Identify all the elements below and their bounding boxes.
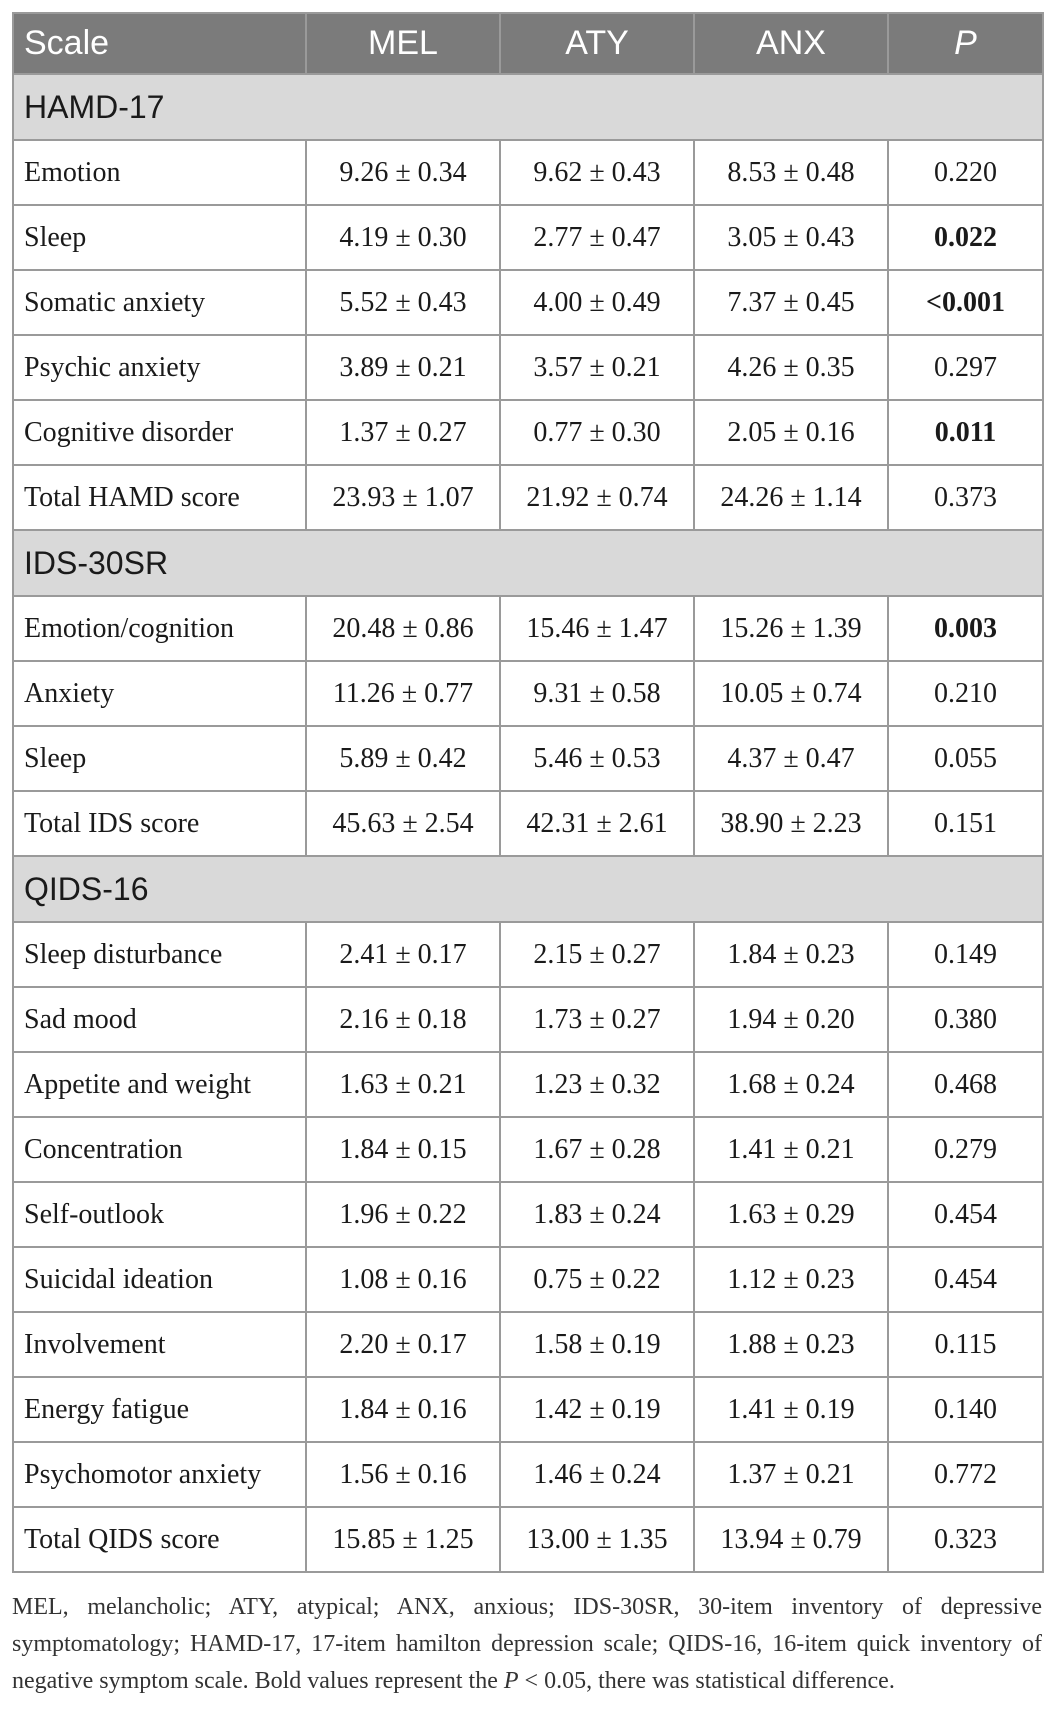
- cell-aty: 21.92 ± 0.74: [500, 465, 694, 530]
- cell-aty: 4.00 ± 0.49: [500, 270, 694, 335]
- row-label: Cognitive disorder: [13, 400, 306, 465]
- row-label: Emotion: [13, 140, 306, 205]
- footnote-p-symbol: P: [503, 1668, 519, 1694]
- table-row: [13, 1377, 1043, 1442]
- row-label: Sad mood: [13, 987, 306, 1052]
- cell-aty: 1.73 ± 0.27: [500, 987, 694, 1052]
- row-label: Total QIDS score: [13, 1507, 306, 1572]
- cell-mel: 5.89 ± 0.42: [306, 726, 500, 791]
- cell-aty: 2.77 ± 0.47: [500, 205, 694, 270]
- section-row: [13, 856, 1043, 922]
- cell-aty: 5.46 ± 0.53: [500, 726, 694, 791]
- cell-p-value: 0.210: [888, 661, 1043, 726]
- cell-aty: 13.00 ± 1.35: [500, 1507, 694, 1572]
- cell-mel: 4.19 ± 0.30: [306, 205, 500, 270]
- table-row: [13, 726, 1043, 791]
- cell-anx: 1.37 ± 0.21: [694, 1442, 888, 1507]
- table-row: [13, 1117, 1043, 1182]
- row-label: Appetite and weight: [13, 1052, 306, 1117]
- cell-mel: 1.37 ± 0.27: [306, 400, 500, 465]
- cell-aty: 9.62 ± 0.43: [500, 140, 694, 205]
- cell-aty: 1.46 ± 0.24: [500, 1442, 694, 1507]
- cell-mel: 45.63 ± 2.54: [306, 791, 500, 856]
- row-label: Sleep: [13, 726, 306, 791]
- cell-anx: 2.05 ± 0.16: [694, 400, 888, 465]
- section-title: HAMD-17: [13, 74, 1043, 140]
- cell-p-value: <0.001: [888, 270, 1043, 335]
- cell-anx: 1.88 ± 0.23: [694, 1312, 888, 1377]
- cell-mel: 3.89 ± 0.21: [306, 335, 500, 400]
- table-row: [13, 465, 1043, 530]
- cell-aty: 2.15 ± 0.27: [500, 922, 694, 987]
- table-row: [13, 335, 1043, 400]
- cell-aty: 0.77 ± 0.30: [500, 400, 694, 465]
- table-row: [13, 596, 1043, 661]
- cell-mel: 2.20 ± 0.17: [306, 1312, 500, 1377]
- cell-aty: 1.42 ± 0.19: [500, 1377, 694, 1442]
- cell-anx: 10.05 ± 0.74: [694, 661, 888, 726]
- cell-anx: 1.94 ± 0.20: [694, 987, 888, 1052]
- section-row: [13, 530, 1043, 596]
- row-label: Somatic anxiety: [13, 270, 306, 335]
- cell-aty: 1.67 ± 0.28: [500, 1117, 694, 1182]
- cell-anx: 1.41 ± 0.21: [694, 1117, 888, 1182]
- cell-aty: 9.31 ± 0.58: [500, 661, 694, 726]
- cell-aty: 1.23 ± 0.32: [500, 1052, 694, 1117]
- cell-aty: 0.75 ± 0.22: [500, 1247, 694, 1312]
- row-label: Psychic anxiety: [13, 335, 306, 400]
- cell-anx: 1.68 ± 0.24: [694, 1052, 888, 1117]
- table-row: [13, 1442, 1043, 1507]
- table-row: [13, 922, 1043, 987]
- table-row: [13, 1507, 1043, 1572]
- cell-p-value: 0.297: [888, 335, 1043, 400]
- table-row: [13, 1182, 1043, 1247]
- cell-p-value: 0.115: [888, 1312, 1043, 1377]
- cell-aty: 1.83 ± 0.24: [500, 1182, 694, 1247]
- cell-anx: 1.84 ± 0.23: [694, 922, 888, 987]
- cell-mel: 2.41 ± 0.17: [306, 922, 500, 987]
- row-label: Energy fatigue: [13, 1377, 306, 1442]
- row-label: Involvement: [13, 1312, 306, 1377]
- cell-mel: 1.56 ± 0.16: [306, 1442, 500, 1507]
- cell-anx: 7.37 ± 0.45: [694, 270, 888, 335]
- table-row: [13, 661, 1043, 726]
- row-label: Suicidal ideation: [13, 1247, 306, 1312]
- cell-mel: 1.84 ± 0.16: [306, 1377, 500, 1442]
- footnote-text-end: < 0.05, there was statistical difference.: [518, 1668, 895, 1694]
- cell-p-value: 0.151: [888, 791, 1043, 856]
- cell-aty: 3.57 ± 0.21: [500, 335, 694, 400]
- section-title: QIDS-16: [13, 856, 1043, 922]
- cell-p-value: 0.220: [888, 140, 1043, 205]
- table-row: [13, 987, 1043, 1052]
- table-row: [13, 140, 1043, 205]
- cell-mel: 20.48 ± 0.86: [306, 596, 500, 661]
- cell-p-value: 0.454: [888, 1182, 1043, 1247]
- cell-anx: 24.26 ± 1.14: [694, 465, 888, 530]
- footnote-text: MEL, melancholic; ATY, atypical; ANX, anxious; IDS-30SR, 30-item inventory of depressive symptomatology; HAMD-17, 17-item hamilton depression scale; QIDS-16, 16-item quick inventory of negative symptom scale. Bold values represent the: [12, 1594, 1042, 1694]
- cell-mel: 23.93 ± 1.07: [306, 465, 500, 530]
- cell-anx: 38.90 ± 2.23: [694, 791, 888, 856]
- row-label: Psychomotor anxiety: [13, 1442, 306, 1507]
- cell-anx: 1.12 ± 0.23: [694, 1247, 888, 1312]
- cell-aty: 42.31 ± 2.61: [500, 791, 694, 856]
- cell-anx: 8.53 ± 0.48: [694, 140, 888, 205]
- cell-mel: 11.26 ± 0.77: [306, 661, 500, 726]
- cell-mel: 15.85 ± 1.25: [306, 1507, 500, 1572]
- cell-p-value: 0.772: [888, 1442, 1043, 1507]
- cell-p-value: 0.454: [888, 1247, 1043, 1312]
- cell-p-value: 0.003: [888, 596, 1043, 661]
- row-label: Total HAMD score: [13, 465, 306, 530]
- cell-aty: 15.46 ± 1.47: [500, 596, 694, 661]
- results-table: [12, 12, 1044, 1573]
- cell-p-value: 0.149: [888, 922, 1043, 987]
- table-row: [13, 205, 1043, 270]
- table-row: [13, 1312, 1043, 1377]
- row-label: Concentration: [13, 1117, 306, 1182]
- table-row: [13, 791, 1043, 856]
- table-footnote: [12, 1589, 1042, 1700]
- cell-mel: 1.63 ± 0.21: [306, 1052, 500, 1117]
- cell-p-value: 0.055: [888, 726, 1043, 791]
- cell-aty: 1.58 ± 0.19: [500, 1312, 694, 1377]
- section-row: [13, 74, 1043, 140]
- cell-p-value: 0.323: [888, 1507, 1043, 1572]
- row-label: Anxiety: [13, 661, 306, 726]
- table-row: [13, 1052, 1043, 1117]
- row-label: Emotion/cognition: [13, 596, 306, 661]
- table-row: [13, 400, 1043, 465]
- section-title: IDS-30SR: [13, 530, 1043, 596]
- cell-mel: 9.26 ± 0.34: [306, 140, 500, 205]
- cell-p-value: 0.022: [888, 205, 1043, 270]
- cell-mel: 5.52 ± 0.43: [306, 270, 500, 335]
- row-label: Total IDS score: [13, 791, 306, 856]
- header-row: [13, 13, 1043, 74]
- cell-mel: 2.16 ± 0.18: [306, 987, 500, 1052]
- table-row: [13, 1247, 1043, 1312]
- header-anx: ANX: [694, 13, 888, 74]
- row-label: Sleep disturbance: [13, 922, 306, 987]
- table-container: [12, 12, 1042, 1700]
- cell-anx: 1.41 ± 0.19: [694, 1377, 888, 1442]
- cell-p-value: 0.380: [888, 987, 1043, 1052]
- cell-mel: 1.84 ± 0.15: [306, 1117, 500, 1182]
- cell-mel: 1.96 ± 0.22: [306, 1182, 500, 1247]
- cell-p-value: 0.140: [888, 1377, 1043, 1442]
- cell-anx: 1.63 ± 0.29: [694, 1182, 888, 1247]
- cell-p-value: 0.279: [888, 1117, 1043, 1182]
- row-label: Sleep: [13, 205, 306, 270]
- header-mel: MEL: [306, 13, 500, 74]
- header-aty: ATY: [500, 13, 694, 74]
- header-p: P: [888, 13, 1043, 74]
- cell-mel: 1.08 ± 0.16: [306, 1247, 500, 1312]
- cell-anx: 3.05 ± 0.43: [694, 205, 888, 270]
- cell-anx: 15.26 ± 1.39: [694, 596, 888, 661]
- header-scale: Scale: [13, 13, 306, 74]
- cell-anx: 13.94 ± 0.79: [694, 1507, 888, 1572]
- cell-p-value: 0.011: [888, 400, 1043, 465]
- table-row: [13, 270, 1043, 335]
- cell-p-value: 0.373: [888, 465, 1043, 530]
- cell-anx: 4.26 ± 0.35: [694, 335, 888, 400]
- cell-anx: 4.37 ± 0.47: [694, 726, 888, 791]
- row-label: Self-outlook: [13, 1182, 306, 1247]
- cell-p-value: 0.468: [888, 1052, 1043, 1117]
